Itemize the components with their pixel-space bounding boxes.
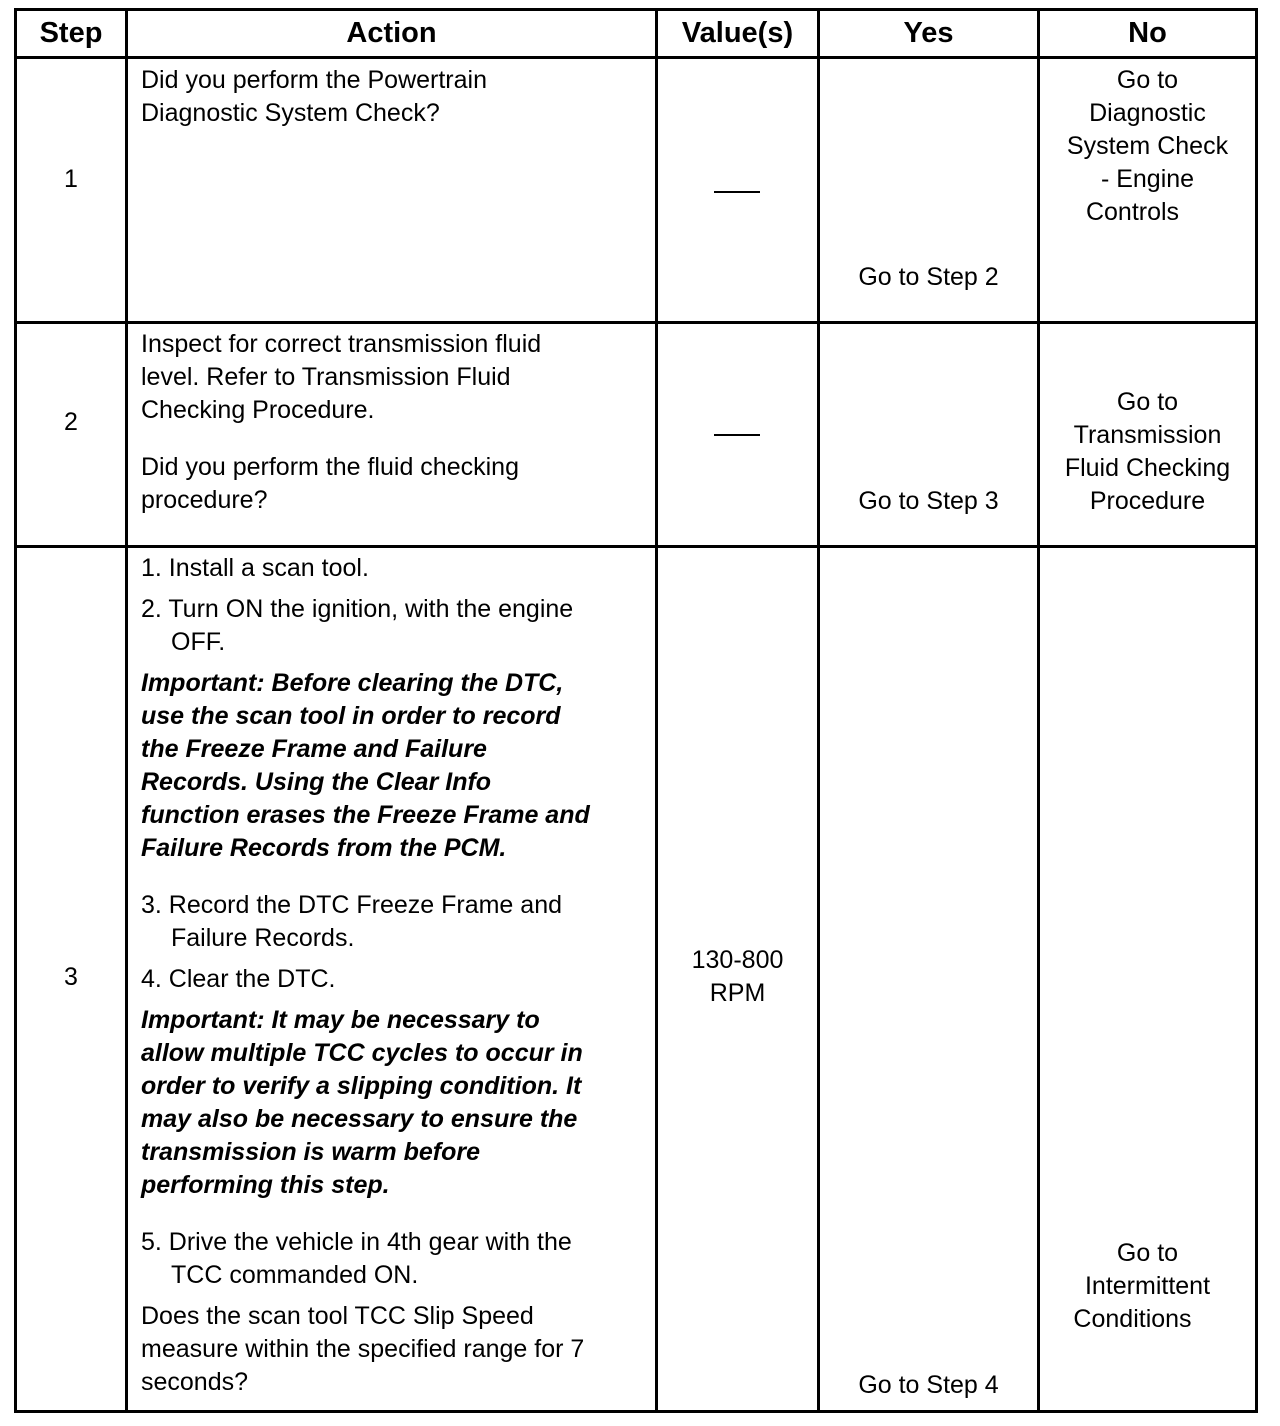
text-line: performing this step. — [141, 1171, 390, 1199]
action-text — [141, 328, 651, 517]
step-number: 1 — [64, 165, 78, 193]
important-note — [141, 667, 651, 865]
text-line: Checking Procedure. — [141, 396, 375, 424]
no-action — [1040, 386, 1255, 518]
text-line: order to verify a slipping condition. It — [141, 1072, 582, 1100]
column-divider — [817, 11, 820, 1410]
text-line: Fluid Checking — [1064, 454, 1231, 482]
value-dash — [714, 434, 760, 436]
row-divider — [17, 321, 1255, 324]
text-line: transmission is warm before — [141, 1138, 481, 1166]
action-text — [141, 64, 651, 130]
text-line: Go to — [1116, 388, 1179, 416]
header-values: Value(s) — [681, 17, 794, 49]
text-line: Inspect for correct transmission fluid — [141, 330, 542, 358]
text-line: seconds? — [141, 1368, 249, 1396]
text-line: Transmission — [1073, 421, 1222, 449]
no-action — [1040, 64, 1255, 229]
text-line: RPM — [709, 979, 766, 1007]
important-note — [141, 1004, 651, 1202]
text-line: measure within the specified range for 7 — [141, 1335, 585, 1363]
text-line: may also be necessary to ensure the — [141, 1105, 578, 1133]
text-line: Procedure — [1089, 487, 1206, 515]
text-line: Intermittent — [1084, 1272, 1211, 1300]
text-line: allow multiple TCC cycles to occur in — [141, 1039, 583, 1067]
action-text — [141, 552, 651, 1399]
text-line: use the scan tool in order to record — [141, 702, 561, 730]
yes-action: Go to Step 4 — [858, 1371, 999, 1399]
text-line: Go to — [1116, 66, 1179, 94]
header-no: No — [1128, 17, 1167, 49]
yes-action: Go to Step 3 — [858, 487, 999, 515]
text-line: System Check — [1066, 132, 1229, 160]
text-line: Failure Records from the PCM. — [141, 834, 507, 862]
text-line: Diagnostic System Check? — [141, 99, 440, 127]
step-number: 2 — [64, 408, 78, 436]
text-line: Did you perform the fluid checking — [141, 453, 519, 481]
no-action — [1040, 1237, 1255, 1336]
text-line: Records. Using the Clear Info — [141, 768, 492, 796]
text-line: level. Refer to Transmission Fluid — [141, 363, 511, 391]
text-line: Go to — [1116, 1239, 1179, 1267]
text-line: 130-800 — [691, 946, 784, 974]
question-text — [141, 1300, 651, 1399]
text-line: Conditions — [1073, 1305, 1192, 1333]
row-divider — [17, 545, 1255, 548]
text-line: function erases the Freeze Frame and — [141, 801, 590, 829]
list-item: 1. Install a scan tool. — [141, 554, 369, 582]
column-divider — [655, 11, 658, 1410]
yes-action: Go to Step 2 — [858, 263, 999, 291]
text-line: Does the scan tool TCC Slip Speed — [141, 1302, 534, 1330]
step-number: 3 — [64, 963, 78, 991]
text-line: Did you perform the Powertrain — [141, 66, 487, 94]
text-line: Diagnostic — [1089, 99, 1206, 127]
text-line: Controls — [1085, 198, 1180, 226]
header-step: Step — [39, 17, 103, 49]
row-divider — [17, 56, 1255, 59]
header-yes: Yes — [903, 17, 954, 49]
diagnostic-table — [14, 8, 1258, 1413]
header-action: Action — [346, 17, 437, 49]
text-line: the Freeze Frame and Failure — [141, 735, 487, 763]
text-line: Important: Before clearing the DTC, — [141, 669, 564, 697]
column-divider — [125, 11, 128, 1410]
text-line: Important: It may be necessary to — [141, 1006, 540, 1034]
list-item: 4. Clear the DTC. — [141, 965, 336, 993]
list-item: 2. Turn ON the ignition, with the engine OFF. — [141, 595, 574, 656]
list-item: 5. Drive the vehicle in 4th gear with the TCC commanded ON. — [141, 1228, 572, 1289]
text-line: procedure? — [141, 486, 268, 514]
text-line: - Engine — [1100, 165, 1195, 193]
value-range — [658, 944, 817, 1010]
list-item: 3. Record the DTC Freeze Frame and Failure Records. — [141, 891, 562, 952]
value-dash — [714, 191, 760, 193]
